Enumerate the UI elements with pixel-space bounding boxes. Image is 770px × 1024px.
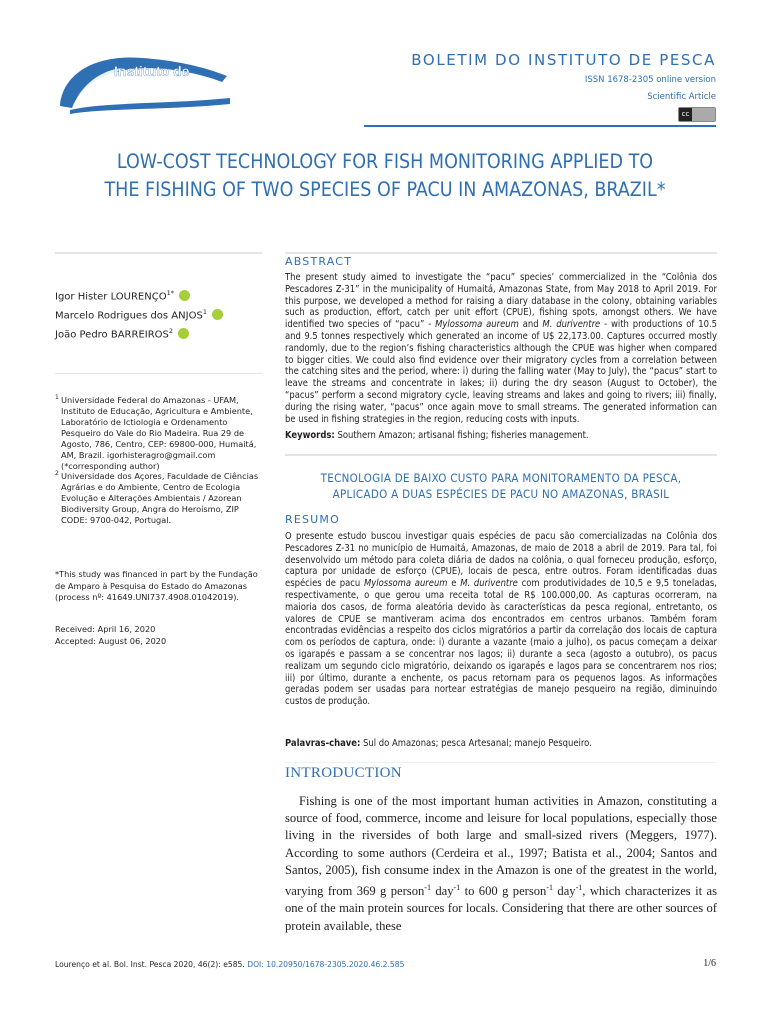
resumo-divider — [285, 762, 717, 763]
palavras-chave-label: Palavras-chave: — [285, 738, 361, 749]
journal-issn: ISSN 1678-2305 online version — [584, 75, 716, 85]
author-sup: 1 — [202, 308, 207, 316]
footer-citation — [55, 960, 404, 969]
left-divider — [55, 252, 262, 254]
journal-title: BOLETIM DO INSTITUTO DE PESCA — [411, 51, 716, 69]
keywords-text: Southern Amazon; artisanal fishing; fisheries management. — [334, 430, 589, 441]
article-type: Scientific Article — [647, 92, 716, 102]
accepted-date: Accepted: August 06, 2020 — [55, 636, 167, 646]
orcid-icon[interactable] — [179, 290, 190, 301]
article-title-line2: THE FISHING OF TWO SPECIES OF PACU IN AMAZONAS, BRAZIL* — [104, 178, 666, 201]
species-name: M. duriventre — [542, 319, 601, 331]
affiliation-sup: 1 — [55, 394, 59, 401]
abstract-text: The present study aimed to investigate the “pacu” species’ commercialized in the “Colônia dos Pescadores Z-31” in the municipality of Humaitá, Amazonas State, from May 2018 to April 2019. For this purpose, we developed a method for raising a diary database in the colony, obtaining variables such as production, effort, catch per unit effort (CPUE), fishing spots, amongst others. We have identified two species of “pacu” - Mylossoma aureum and M. duriventre - with productions of 10.5 and 9.5 tonnes respectively which generated an income of U$ 22,173.00. Captures occurred mostly randomly, due to the region’s fishing characteristics although the CPUE was higher when compared to bigger cities. We could also find evidence over their migratory cycles from a correlation between the catching sites and the period, where: i) during the falling water (May to July), the “pacus” start to leave the streams and concentrate in lakes; ii) during the dry season (August to October), the “pacus” perform a second migratory cycle, leaving streams and lakes and going to rivers; iii) finally, during the rising water, “pacus” once again move to small streams. The generated information can be used in fishing strategies in the region, reducing costs with inputs. — [285, 272, 717, 425]
funding-note: *This study was financed in part by the Fundação de Amparo à Pesquisa do Estado do Amazonas (process nº: 41649.UNI737.4908.01042019). — [55, 569, 258, 602]
affiliation-sup: 2 — [55, 470, 59, 477]
citation-text: Lourenço et al. Bol. Inst. Pesca 2020, 46(2): e585. — [55, 960, 248, 969]
orcid-icon[interactable] — [178, 328, 189, 339]
species-name: M. duriventre — [460, 578, 518, 590]
header-divider — [364, 125, 716, 127]
author-name: Igor Hister LOURENÇO — [55, 291, 167, 303]
portuguese-title — [285, 470, 717, 502]
institute-logo — [52, 46, 232, 116]
abstract-divider — [285, 454, 717, 456]
logo-text-line1: Instituto de — [114, 63, 190, 79]
creative-commons-license-icon[interactable] — [678, 107, 716, 122]
portuguese-title-line1: TECNOLOGIA DE BAIXO CUSTO PARA MONITORAMENTO DA PESCA, — [320, 471, 682, 485]
species-name: Mylossoma aureum — [363, 578, 448, 590]
page-number: 1/6 — [703, 958, 716, 969]
received-date: Received: April 16, 2020 — [55, 624, 156, 634]
keywords-label: Keywords: — [285, 430, 335, 441]
cc-icon: cc — [679, 108, 692, 121]
author-name: Marcelo Rodrigues dos ANJOS — [55, 310, 203, 322]
portuguese-title-line2: APLICADO A DUAS ESPÉCIES DE PACU NO AMAZONAS, BRASIL — [332, 487, 670, 501]
left-divider-2 — [55, 373, 262, 374]
author-1 — [55, 289, 190, 302]
author-name: João Pedro BARREIROS — [55, 329, 169, 341]
author-2 — [55, 308, 223, 321]
author-sup: 1* — [166, 289, 174, 297]
resumo-text: O presente estudo buscou investigar quais espécies de pacu são comercializadas na Colônia dos Pescadores Z-31 no município de Humaitá, Amazonas, de maio de 2018 a abril de 2019. Para tal, foi desenvolvido um método para coleta diária de dados na colônia, o qual forneceu produção, esforço, captura por unidade de esforço (CPUE), locais de pesca, entre outros. Foram identificadas duas espécies de pacu Mylossoma aureum e M. duriventre com produtividades de 10,5 e 9,5 toneladas, respectivamente, o que gerou uma receita total de R$ 100.000,00. As capturas ocorreram, na maioria dos casos, de forma aleatória devido às características da pesca regional, entretanto, os valores de CPUE se mantiveram acima dos encontrados em centros urbanos. Também foram encontradas evidências a respeito dos ciclos migratórios a partir da correlação dos locais de captura com os períodos de captura, onde: i) durante a vazante (maio a julho), os pacus começam a deixar os igarapés e passam a se concentrar nos lagos; ii) durante a seca (agosto a outubro), os pacus realizam um segundo ciclo migratório, deixando os igarapés e lagos para se concentrarem nos rios; iii) por último, durante a enchente, os pacus retornam para os pequenos lagos. As informações geradas podem ser usadas para nortear estratégias de manejo pesqueiro na região, diminuindo custos de produção. — [285, 531, 717, 708]
palavras-chave — [285, 738, 717, 749]
orcid-icon[interactable] — [212, 309, 223, 320]
affiliation-2 — [55, 471, 265, 526]
author-3 — [55, 327, 189, 340]
palavras-chave-text: Sul do Amazonas; pesca Artesanal; manejo Pesqueiro. — [360, 738, 592, 749]
resumo-heading: RESUMO — [285, 513, 340, 526]
article-title-line1: LOW-COST TECHNOLOGY FOR FISH MONITORING APPLIED TO — [116, 150, 654, 173]
article-title — [40, 148, 730, 204]
doi-link[interactable]: DOI: 10.20950/1678-2305.2020.46.2.585 — [247, 960, 405, 969]
introduction-text: Fishing is one of the most important human activities in Amazon, constituting a source of food, commerce, income and leisure for local populations, especially those living in the riversides of both large and small-sized rivers (Meggers, 1977). According to some authors (Cerdeira et al., 1997; Batista et al., 2004; Santos and Santos, 2005), fish consume index in the Amazon is one of the greatest in the world, varying from 369 g person$^{-1}$ day$^{-1}$ to 600 g person$^{-1}$ day$^{-1}$, which characterizes it as one of the main protein sources for locals. Considering that there are other sources of protein available, these — [285, 794, 717, 933]
introduction-heading: INTRODUCTION — [285, 765, 402, 781]
affiliation-1 — [55, 395, 265, 472]
right-divider — [285, 252, 717, 254]
by-icon — [692, 108, 715, 121]
keywords — [285, 430, 717, 441]
abstract-heading: ABSTRACT — [285, 255, 353, 268]
affiliation-text: Universidade Federal do Amazonas - UFAM, Instituto de Educação, Agricultura e Ambiente, Laboratório de Ictiologia e Ordenamento Pesqueiro do Vale do Rio Madeira. Rua 29 de Agosto, 786, Centro, CEP: 69800-000, Humaitá, AM, Brazil. igorhisteragro@gmail.com (*corresponding author) — [61, 395, 257, 471]
species-name: Mylossoma aureum — [435, 319, 519, 331]
affiliation-text: Universidade dos Açores, Faculdade de Ciências Agrárias e do Ambiente, Centro de Ecologia Evolução e Alterações Ambientais / Azorean Biodiversity Group, Angra do Heroísmo, ZIP CODE: 9700-042, Portugal. — [61, 471, 259, 525]
logo-text-line2: PESCA — [110, 76, 197, 104]
author-sup: 2 — [168, 327, 174, 335]
